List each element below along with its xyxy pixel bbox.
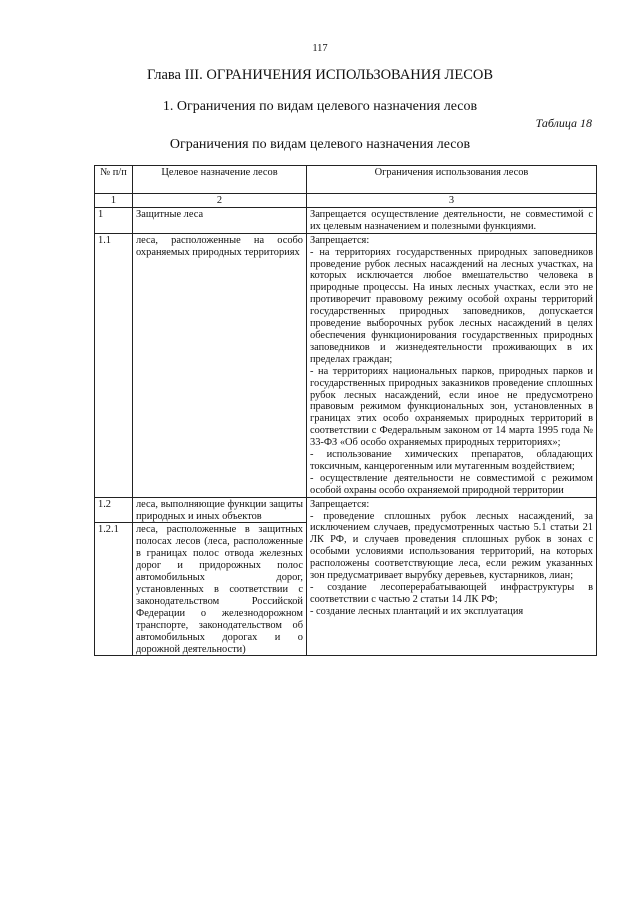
row-number: 1.1 <box>95 233 133 497</box>
table-row <box>95 497 597 523</box>
column-number-row <box>95 194 597 208</box>
column-number-3: 3 <box>307 194 597 208</box>
table-row <box>95 233 597 497</box>
chapter-title: Глава III. ОГРАНИЧЕНИЯ ИСПОЛЬЗОВАНИЯ ЛЕСОВ <box>146 67 494 83</box>
row-restrictions: Запрещается осуществление деятельности, не совместимой с их целевым назначением и полезными функциями. <box>307 207 597 233</box>
header-purpose: Целевое назначение лесов <box>133 166 307 194</box>
row-purpose: леса, расположенные в защитных полосах лесов (леса, расположенные в границах полос отвода железных дорог и придорожных полос автомобильных дорог, установленных в соответствии с законодательством Российской Федерации о железнодорожном транспорте, законодательством об автомобильных дорогах и о дорожной деятельности) <box>133 523 307 656</box>
header-number: № п/п <box>95 166 133 194</box>
column-number-2: 2 <box>133 194 307 208</box>
row-number: 1 <box>95 207 133 233</box>
row-restrictions: Запрещается: - проведение сплошных рубок лесных насаждений, за исключением случаев, предусмотренных частью 5.1 статьи 21 ЛК РФ, и случаев проведения сплошных рубок в зонах с особыми условиями использования территорий, на которых расположены соответствующие леса, если режим указанных зон предусматривает вырубку деревьев, кустарников, лиан; - создание лесоперерабатывающей инфраструктуры в соответствии с частью 2 статьи 14 ЛК РФ; - создание лесных плантаций и их эксплуатация <box>307 497 597 656</box>
column-number-1: 1 <box>95 194 133 208</box>
table-title: Ограничения по видам целевого назначения лесов <box>169 137 471 152</box>
page-number: 117 <box>312 43 328 54</box>
table-reference: Таблица 18 <box>535 116 592 130</box>
row-purpose: Защитные леса <box>133 207 307 233</box>
row-purpose: леса, выполняющие функции защиты природных и иных объектов <box>133 497 307 523</box>
row-number: 1.2.1 <box>95 523 133 656</box>
row-number: 1.2 <box>95 497 133 523</box>
row-purpose: леса, расположенные на особо охраняемых природных территориях <box>133 233 307 497</box>
table-header-row <box>95 166 597 194</box>
section-title: 1. Ограничения по видам целевого назначения лесов <box>162 99 478 114</box>
header-restrictions: Ограничения использования лесов <box>307 166 597 194</box>
table-row <box>95 207 597 233</box>
restrictions-table <box>94 165 597 656</box>
row-restrictions: Запрещается: - на территориях государственных природных заповедников проведение рубок лесных насаждений на лесных участках, на которых исключается любое вмешательство человека в природные процессы. На иных лесных участках, если это не противоречит правовому режиму особой охраны территорий государственных природных заповедников, допускается проведение выборочных рубок лесных насаждений в целях обеспечения функционирования государственных природных заповедников и жизнедеятельности проживающих в их пределах граждан; - на территориях национальных парков, природных парков и государственных природных заказников проведение сплошных рубок лесных насаждений, если иное не предусмотрено правовым режимом функциональных зон, установленных в границах этих особо охраняемых природных территорий в соответствии с Федеральным законом от 14 марта 1995 года № 33-ФЗ «Об особо охраняемых природных территориях»; - использование химических препаратов, обладающих токсичным, канцерогенным или мутагенным воздействием; - осуществление деятельности не совместимой с режимом особой охраны особо охраняемой природной территории <box>307 233 597 497</box>
